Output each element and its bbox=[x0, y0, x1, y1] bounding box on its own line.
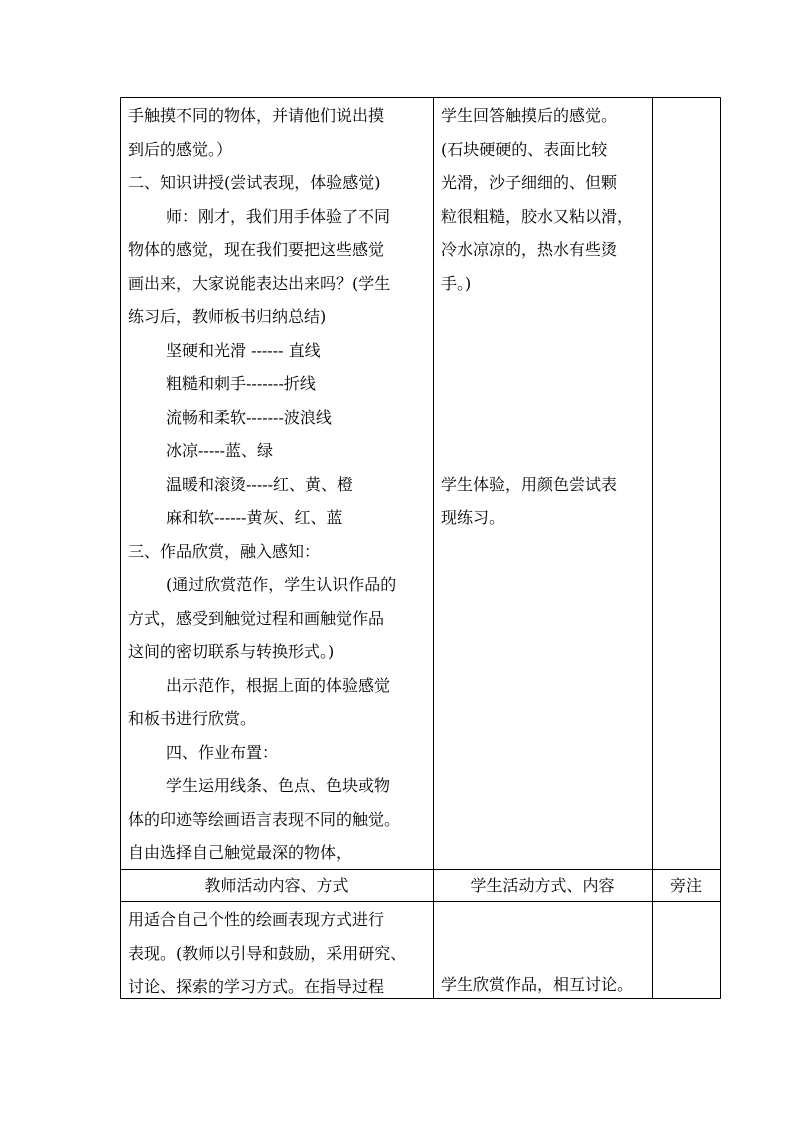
student-text-line: 学生体验，用颜色尝试表 bbox=[441, 474, 618, 494]
teacher-text-line: 用适合自己个性的绘画表现方式进行 bbox=[128, 910, 385, 929]
student-text-line: 冷水凉凉的，热水有些烫 bbox=[441, 240, 618, 259]
teacher-text-line: 物体的感觉，现在我们要把这些感觉 bbox=[128, 240, 385, 259]
teacher-text-line: 方式，感受到触觉过程和画触觉作品 bbox=[128, 608, 385, 628]
teacher-text-line: 手触摸不同的物体，并请他们说出摸 bbox=[128, 106, 385, 125]
header-teacher-activity: 教师活动内容、方式 bbox=[204, 876, 349, 895]
student-text-line: 学生回答触摸后的感觉。 bbox=[441, 106, 618, 125]
student-text-line: 手。) bbox=[441, 273, 472, 293]
student-text-line bbox=[441, 300, 653, 334]
teacher-text-line: 讨论、探索的学习方式。在指导过程 bbox=[128, 977, 385, 996]
teacher-text-line: 三、作品欣赏，融入感知： bbox=[128, 541, 321, 561]
teacher-text-line: 学生运用线条、色点、色块或物 bbox=[166, 776, 391, 795]
teacher-text-line: 表现。(教师以引导和鼓励，采用研究、 bbox=[128, 943, 407, 963]
teacher-text-line: 和板书进行欣赏。 bbox=[128, 709, 257, 728]
teacher-text-line: 体的印迹等绘画语言表现不同的触觉。 bbox=[128, 809, 401, 829]
teacher-activity-cell-bottom bbox=[128, 903, 428, 1004]
teacher-activity-cell-top bbox=[128, 99, 428, 870]
teacher-text-line: 麻和软------黄灰、红、蓝 bbox=[166, 508, 343, 527]
student-activity-cell-top bbox=[441, 99, 653, 535]
teacher-text-line: 冰凉-----蓝、绿 bbox=[166, 441, 274, 460]
header-notes: 旁注 bbox=[669, 876, 702, 895]
teacher-text-line: 出示范作，根据上面的体验感觉 bbox=[166, 675, 391, 695]
student-text-line bbox=[441, 434, 653, 468]
teacher-text-line: 粗糙和刺手-------折线 bbox=[166, 374, 316, 393]
student-text-line: 光滑，沙子细细的、但颗 bbox=[441, 173, 618, 192]
student-text-line: 学生欣赏作品，相互讨论。 bbox=[441, 975, 634, 994]
student-text-line: 现练习。 bbox=[441, 508, 506, 527]
header-student-activity: 学生活动方式、内容 bbox=[470, 876, 615, 895]
teacher-text-line: 到后的感觉。） bbox=[128, 139, 233, 159]
student-text-line: (石块硬硬的、表面比较 bbox=[441, 139, 608, 159]
student-text-line bbox=[441, 334, 653, 368]
teacher-text-line: 四、作业布置： bbox=[166, 742, 279, 762]
teacher-text-line: 自由选择自己触觉最深的物体， bbox=[128, 843, 353, 862]
student-activity-cell-bottom bbox=[441, 968, 653, 1002]
student-text-line: 粒很粗糙，胶水又粘以滑， bbox=[441, 206, 634, 226]
teacher-text-line: 温暖和滚烫-----红、黄、橙 bbox=[166, 474, 354, 494]
teacher-text-line: 练习后，教师板书归纳总结) bbox=[128, 307, 327, 326]
teacher-text-line: (通过欣赏范作，学生认识作品的 bbox=[166, 575, 397, 594]
teacher-text-line: 流畅和柔软-------波浪线 bbox=[166, 407, 332, 427]
student-text-line bbox=[441, 367, 653, 401]
teacher-text-line: 这间的密切联系与转换形式。) bbox=[128, 642, 335, 661]
teacher-text-line: 画出来，大家说能表达出来吗？(学生 bbox=[128, 273, 391, 293]
student-text-line bbox=[441, 401, 653, 435]
teacher-text-line: 师：刚才，我们用手体验了不同 bbox=[166, 206, 391, 226]
teacher-text-line: 坚硬和光滑 ------ 直线 bbox=[166, 340, 321, 360]
teacher-text-line: 二、知识讲授(尝试表现，体验感觉) bbox=[128, 173, 381, 192]
